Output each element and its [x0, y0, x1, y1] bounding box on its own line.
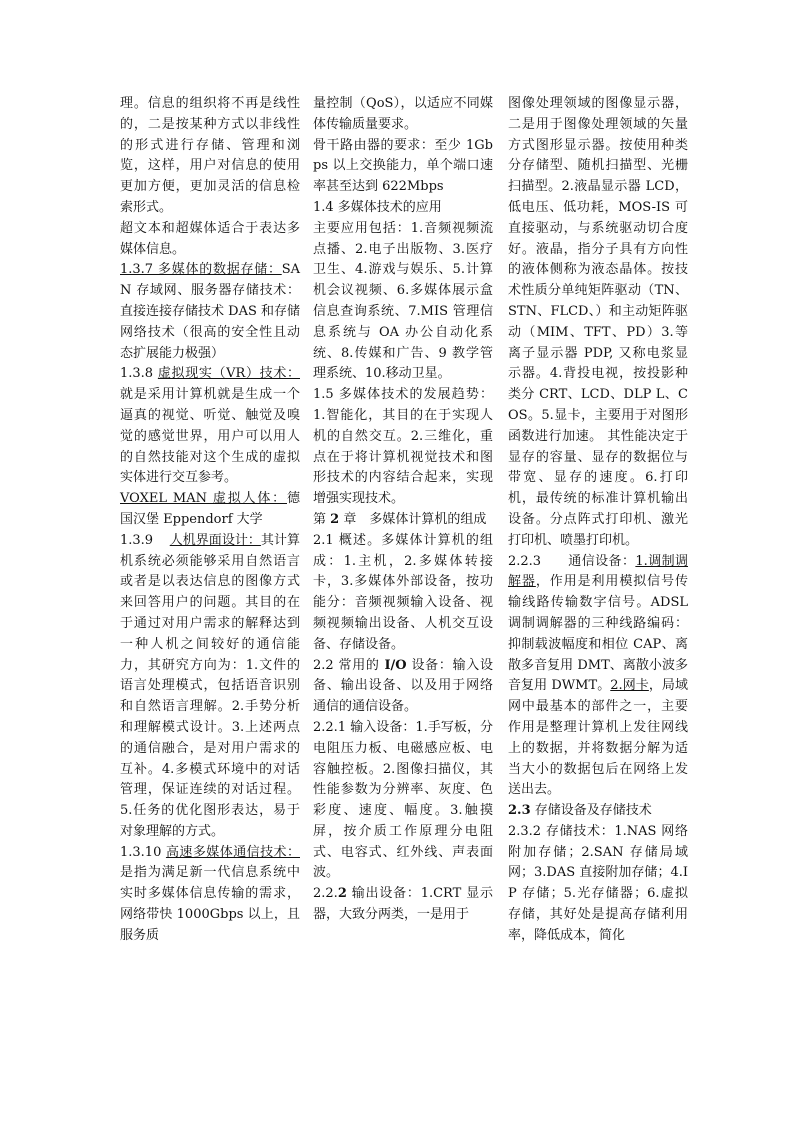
section-heading: 1.调制调解器 — [508, 553, 689, 590]
section-2-2-1: 2.2.1 输入设备：1.手写板，分电阻压力板、电磁感应板、电容触控板。2.图像扫描仪，其性能参数为分辨率、灰度、色彩度、速度、幅度。3.触摸屏，按介质工作原理分电阻式、电容式、红外线、声表面波。 — [313, 719, 493, 881]
section-1-3-8: 1.3.8 虚拟现实（VR）技术：就是采用计算机就是生成一个逼真的视觉、听觉、触觉及嗅觉的感觉世界，用户可以用人的自然技能对这个生成的虚拟实体进行交互参考。 — [120, 366, 300, 486]
section-1-3-9: 1.3.9 人机界面设计：其计算机系统必须能够采用自然语言或者是以表达信息的图像方式来回答用户的问题。其目的在于通过对用户需求的解释达到一种人机之间较好的通信能力，其研究方向为：1.文件的语言处理模式，包括语音识别和自然语言理解。2.手势分析和理解模式设计。3.上述两点的通信融合，是对用户需求的互补。4.多模式环境中的对话管理，保证连续的对话过程。5.任务的优化图形表达，易于对象理解的方式。 — [120, 532, 300, 839]
section-heading: 1.3.7 多媒体的数据存储： — [120, 262, 282, 278]
paragraph: 理。信息的组织将不再是线性的，二是按某种方式以非线性的形式进行存储、管理和浏览，这样，用户对信息的使用更加方便，更加灵活的信息检索形式。 — [120, 96, 300, 215]
paragraph: 图像处理领域的图像显示器，二是用于图像处理领域的矢量方式图形显示器。按使用种类分存储型、随机扫描型、光栅扫描型。2.液晶显示器 LCD，低电压、低功耗，MOS-IS 可直接驱动，与系统驱动切合度好。液晶，指分子具有方向性的液体侧称为液态晶体。按技术性质分单纯矩阵驱动（TN、STN、FLCD、）和主动矩阵驱动（MIM、TFT、PD）3.等离子显示器 PDP, 又称电浆显示器。4.背投电视，按投影种类分 CRT、LCD、DLP L、COS。5.显卡，主要用于对图形函数进行加速。 其性能决定于显存的容量、显存的数据位与带宽、显存的速度。6.打印机，最传统的标准计算机输出设备。分点阵式打印机、激光打印机、喷墨打印机。 — [508, 96, 688, 548]
paragraph: 超文本和超媒体适合于表达多媒体信息。 — [120, 220, 300, 257]
section-2-3-2: 2.3.2 存储技术：1.NAS 网络附加存储；2.SAN 存储局域网；3.DAS 直接附加存储；4.IP 存储；5.光存储器；6.虚拟存储，其好处是提高存储利用率，降低成本，简化 — [508, 823, 688, 943]
section-2-3-heading: 2.3 存储设备及存储技术 — [508, 803, 652, 819]
paragraph: 主要应用包括：1.音频视频流点播、2.电子出版物、3.医疗卫生、4.游戏与娱乐、5.计算机会议视频、6.多媒体展示盒信息查询系统、7.MIS 管理信息系统与 OA 办公自动化系统、8.传媒和广告、9 教学管理系统、10.移动卫星。 — [313, 220, 493, 382]
section-2-2: 2.2 常用的 I/O 设备：输入设备、输出设备、以及用于网络通信的通信设备。 — [313, 657, 493, 715]
section-heading: 2.网卡 — [610, 678, 649, 694]
text-column-1 — [120, 94, 300, 947]
section-1-5: 1.5 多媒体技术的发展趋势：1.智能化，其目的在于实现人机的自然交互。2.三维化，重点在于将计算机视觉技术和图形技术的内容结合起来，实现增强实现技术。 — [313, 387, 493, 507]
voxel-man-note: VOXEL MAN 虚拟人体：德国汉堡 Eppendorf 大学 — [120, 491, 300, 527]
section-heading: VOXEL MAN 虚拟人体： — [120, 491, 287, 507]
text-column-2 — [313, 94, 493, 926]
section-heading: 高速多媒体通信技术： — [165, 844, 300, 860]
section-1-3-10: 1.3.10 高速多媒体通信技术：是指为满足新一代信息系统中实时多媒体信息传输的需求，网络带快 1000Gbps 以上，且服务质 — [120, 844, 300, 943]
text-column-3 — [508, 94, 693, 947]
chapter-2-heading: 第 2 章 多媒体计算机的组成 — [313, 511, 487, 527]
section-2-2-3: 2.2.3 通信设备：1.调制调解器，作用是利用模拟信号传输线路传输数字信号。ADSL 调制调解器的三种线路编码：抑制载波幅度和相位 CAP、离散多音复用 DMT、离散小波多音复用 DWMT。2.网卡，局域网中最基本的部件之一，主要作用是整理计算机上发往网线上的数据，并将数据分解为适当大小的数据包后在网络上发送出去。 — [508, 553, 693, 798]
paragraph: 量控制（QoS），以适应不同媒体传输质量要求。 — [313, 96, 493, 132]
section-2-1: 2.1 概述。多媒体计算机的组成：1.主机，2.多媒体转接卡，3.多媒体外部设备，按功能分：音频视频输入设备、视频视频输出设备、人机交互设备、存储设备。 — [313, 532, 493, 652]
section-heading: 虚拟现实（VR）技术： — [157, 366, 300, 382]
section-1-4-heading: 1.4 多媒体技术的应用 — [313, 199, 442, 215]
section-heading: 人机界面设计： — [169, 532, 261, 548]
section-1-3-7: 1.3.7 多媒体的数据存储：SAN 存域网、服务器存储技术：直接连接存储技术 DAS 和存储网络技术（很高的安全性且动态扩展能力极强） — [120, 262, 300, 361]
section-2-2-2: 2.2.2 输出设备：1.CRT 显示器，大致分两类，一是用于 — [313, 886, 493, 923]
paragraph: 骨干路由器的要求：至少 1Gbps 以上交换能力，单个端口速率甚至达到 622Mbps — [313, 137, 493, 195]
